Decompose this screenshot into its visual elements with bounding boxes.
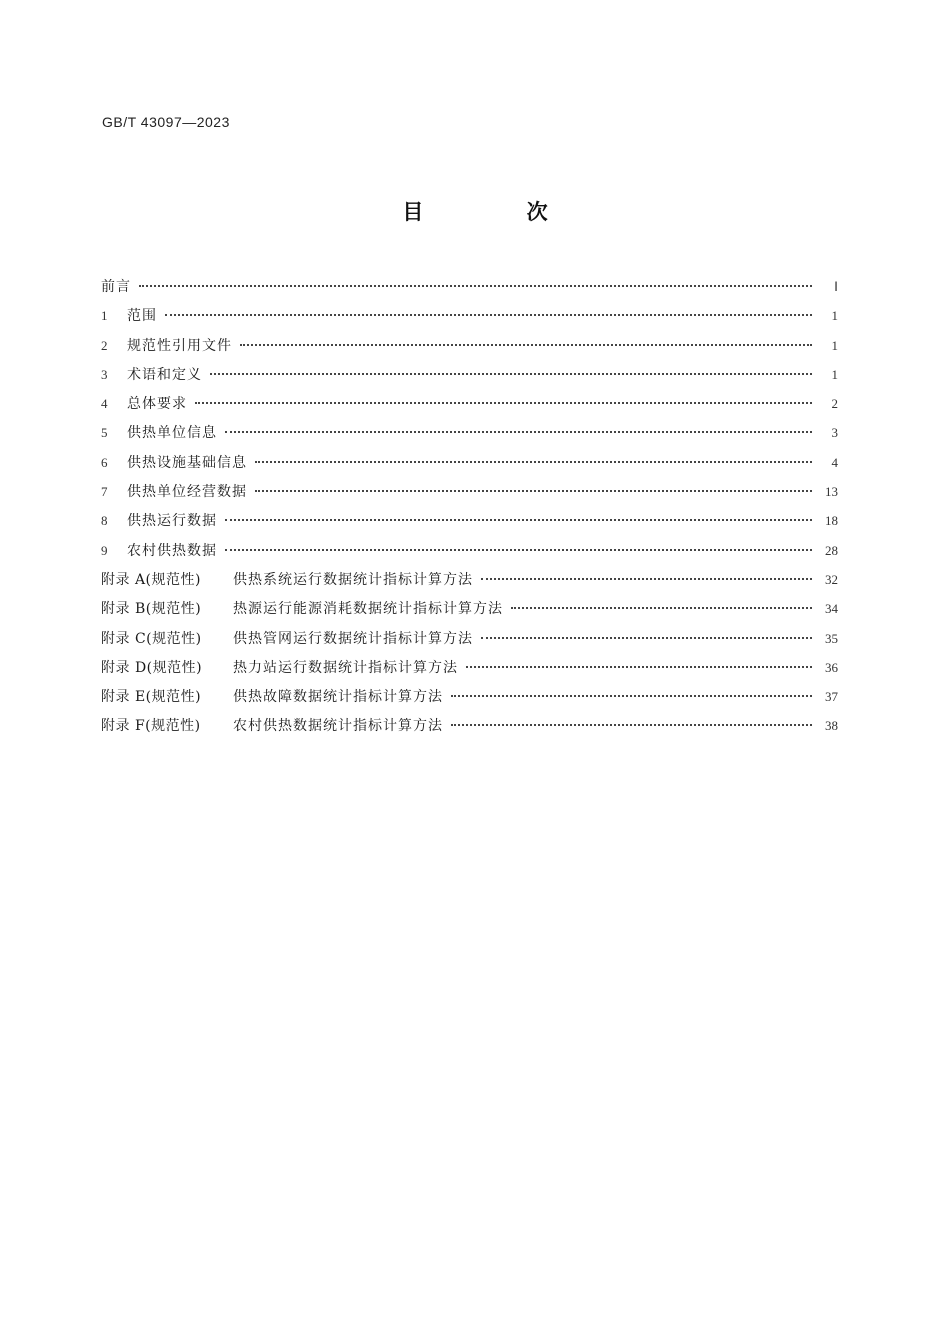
toc-entry-text: 规范性引用文件 — [127, 337, 232, 354]
toc-section-number: 6 — [101, 454, 108, 470]
appendix-label: 附录 E(规范性) — [101, 689, 202, 706]
toc-entry-text: 总体要求 — [127, 396, 187, 413]
toc-entry-text: 供热设施基础信息 — [127, 454, 247, 471]
toc-section-number: 1 — [101, 308, 108, 324]
toc-entry-8[interactable] — [101, 506, 838, 535]
toc-entry-text: 范围 — [127, 308, 157, 325]
toc-page-number: 4 — [831, 454, 838, 470]
toc-page-number: 1 — [831, 337, 838, 353]
toc-page-number: 3 — [831, 425, 838, 441]
toc-entry-3[interactable] — [101, 360, 838, 389]
standard-code: GB/T 43097—2023 — [102, 114, 230, 130]
toc-appendix-f[interactable] — [101, 711, 838, 740]
toc-appendix-d[interactable] — [101, 653, 838, 682]
toc-section-number: 7 — [101, 484, 108, 500]
toc-section-number: 4 — [101, 396, 108, 412]
toc-entry-text: 供热单位信息 — [127, 425, 217, 442]
dot-leader — [481, 578, 812, 580]
toc-page-number: Ⅰ — [834, 279, 838, 294]
appendix-label: 附录 D(规范性) — [101, 659, 203, 676]
dot-leader — [210, 373, 812, 375]
toc-section-number: 3 — [101, 366, 108, 382]
toc-section-number: 2 — [101, 337, 108, 353]
toc-entry-2[interactable] — [101, 331, 838, 360]
toc-page-number: 1 — [831, 308, 838, 324]
table-of-contents — [101, 272, 838, 741]
toc-page-number: 1 — [831, 366, 838, 382]
appendix-label: 附录 C(规范性) — [101, 630, 202, 647]
appendix-label: 附录 F(规范性) — [101, 718, 201, 735]
dot-leader — [255, 490, 812, 492]
toc-appendix-b[interactable] — [101, 594, 838, 623]
dot-leader — [195, 402, 812, 404]
toc-page-number: 18 — [825, 513, 838, 529]
toc-page-number: 37 — [825, 689, 838, 705]
dot-leader — [139, 285, 812, 287]
toc-page-number: 28 — [825, 542, 838, 558]
toc-entry-text: 供热单位经营数据 — [127, 484, 247, 501]
dot-leader — [225, 549, 812, 551]
toc-appendix-c[interactable] — [101, 624, 838, 653]
appendix-label: 附录 B(规范性) — [101, 601, 202, 618]
toc-page-number: 2 — [831, 396, 838, 412]
toc-entry-1[interactable] — [101, 301, 838, 330]
toc-page-number: 34 — [825, 601, 838, 617]
dot-leader — [451, 695, 812, 697]
toc-page-number: 35 — [825, 630, 838, 646]
toc-appendix-e[interactable] — [101, 682, 838, 711]
toc-entry-text: 供热故障数据统计指标计算方法 — [233, 689, 443, 706]
toc-section-number: 9 — [101, 542, 108, 558]
dot-leader — [225, 431, 812, 433]
dot-leader — [466, 666, 812, 668]
toc-entry-text: 热力站运行数据统计指标计算方法 — [233, 659, 458, 676]
dot-leader — [451, 724, 812, 726]
toc-page-number: 32 — [825, 571, 838, 587]
toc-page-number: 38 — [825, 718, 838, 734]
toc-entry-5[interactable] — [101, 418, 838, 447]
toc-entry-text: 热源运行能源消耗数据统计指标计算方法 — [233, 601, 503, 618]
toc-entry-9[interactable] — [101, 536, 838, 565]
toc-entry-text: 供热运行数据 — [127, 513, 217, 530]
toc-entry-4[interactable] — [101, 389, 838, 418]
dot-leader — [481, 637, 812, 639]
toc-entry-6[interactable] — [101, 448, 838, 477]
dot-leader — [225, 519, 812, 521]
toc-section-number: 8 — [101, 513, 108, 529]
toc-entry-text: 前言 — [101, 279, 131, 295]
toc-entry-text: 农村供热数据 — [127, 542, 217, 559]
appendix-label: 附录 A(规范性) — [101, 571, 201, 588]
toc-appendix-a[interactable] — [101, 565, 838, 594]
toc-page-number: 13 — [825, 484, 838, 500]
dot-leader — [255, 461, 812, 463]
toc-entry-text: 供热系统运行数据统计指标计算方法 — [233, 571, 473, 588]
page-title: 目 次 — [402, 200, 596, 224]
toc-entry-text: 供热管网运行数据统计指标计算方法 — [233, 630, 473, 647]
toc-section-number: 5 — [101, 425, 108, 441]
toc-entry-text: 术语和定义 — [127, 366, 202, 383]
dot-leader — [511, 607, 812, 609]
dot-leader — [240, 344, 812, 346]
toc-page-number: 36 — [825, 659, 838, 675]
toc-entry-foreword[interactable] — [101, 272, 838, 301]
toc-entry-text: 农村供热数据统计指标计算方法 — [233, 718, 443, 735]
toc-entry-7[interactable] — [101, 477, 838, 506]
dot-leader — [165, 314, 812, 316]
